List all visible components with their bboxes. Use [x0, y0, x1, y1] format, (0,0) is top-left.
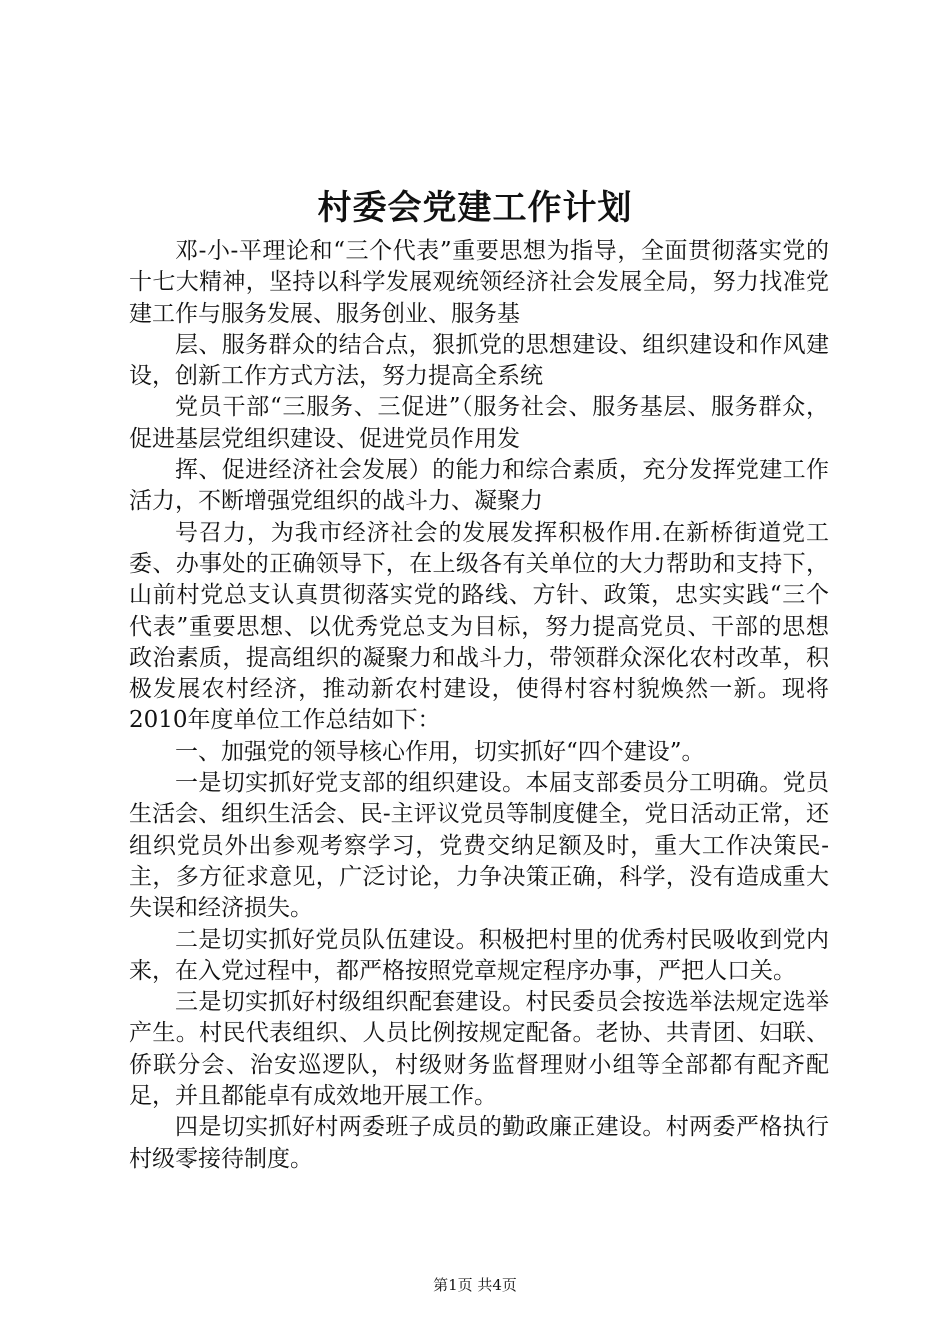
paragraph: 二是切实抓好党员队伍建设。积极把村里的优秀村民吸收到党内来，在入党过程中，都严格按照党章规定程序办事，严把人口关。	[129, 926, 829, 984]
paragraph: 三是切实抓好村级组织配套建设。村民委员会按选举法规定选举产生。村民代表组织、人员比例按规定配备。老协、共青团、妇联、侨联分会、治安巡逻队，村级财务监督理财小组等全部都有配齐配足，并且都能卓有成效地开展工作。	[129, 989, 829, 1110]
paragraph: 层、服务群众的结合点，狠抓党的思想建设、组织建设和作风建设，创新工作方式方法，努力提高全系统	[129, 331, 829, 390]
paragraph: 邓-小-平理论和“三个代表”重要思想为指导，全面贯彻落实党的十七大精神，坚持以科学发展观统领经济社会发展全局，努力找准党建工作与服务发展、服务创业、服务基	[129, 238, 829, 327]
paragraph: 一是切实抓好党支部的组织建设。本届支部委员分工明确。党员生活会、组织生活会、民-主评议党员等制度健全，党日活动正常，还组织党员外出参观考察学习，党费交纳足额及时，重大工作决策民-主，多方征求意见，广泛讨论，力争决策正确，科学，没有造成重大失误和经济损失。	[129, 770, 829, 922]
paragraph: 号召力，为我市经济社会的发展发挥积极作用.在新桥街道党工委、办事处的正确领导下，在上级各有关单位的大力帮助和支持下，山前村党总支认真贯彻落实党的路线、方针、政策，忠实实践“三个代表”重要思想、以优秀党总支为目标，努力提高党员、干部的思想政治素质，提高组织的凝聚力和战斗力，带领群众深化农村改革，积极发展农村经济，推动新农村建设，使得村容村貌焕然一新。现将2010年度单位工作总结如下：	[129, 519, 829, 734]
document-title: 村委会党建工作计划	[317, 188, 633, 228]
paragraph: 四是切实抓好村两委班子成员的勤政廉正建设。村两委严格执行村级零接待制度。	[129, 1114, 829, 1172]
section-heading: 一、加强党的领导核心作用，切实抓好“四个建设”。	[175, 738, 705, 765]
document-body	[129, 236, 829, 1175]
paragraph: 党员干部“三服务、三促进”（服务社会、服务基层、服务群众，促进基层党组织建设、促进党员作用发	[129, 394, 829, 452]
page-number-footer: 第1页 共4页	[433, 1276, 517, 1294]
paragraph: 挥、促进经济社会发展）的能力和综合素质，充分发挥党建工作活力，不断增强党组织的战斗力、凝聚力	[129, 457, 829, 515]
